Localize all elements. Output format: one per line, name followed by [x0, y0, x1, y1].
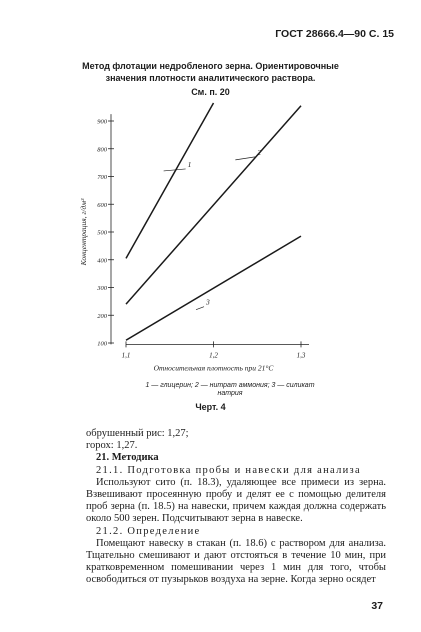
x-tick-label: 1,1 [121, 351, 131, 360]
y-tick-label: 900 [97, 118, 107, 126]
paragraph-preparation: Используют сито (п. 18.3), удаляющее все примеси из зерна. Взвешивают просеянную пробу и делят ее с помощью делителя проб зерна (п. 18.5) на навески, причем каждая должна содержать около 500 зерен. Подсчитывают зерна в навеске. [86, 476, 386, 525]
y-axis-label: Концентрация, г/дм³ [79, 198, 88, 266]
text-rice: обрушенный рис: 1,27; [86, 428, 189, 439]
y-tick-label: 300 [97, 285, 107, 292]
legend-line-1: 1 — глицерин; 2 — нитрат аммония; 3 — силикат [145, 382, 315, 389]
y-tick-label: 600 [97, 201, 107, 209]
y-tick-label: 200 [97, 312, 107, 320]
figure-legend [105, 382, 355, 398]
figure-caption: Черт. 4 [195, 402, 226, 412]
y-tick-label: 400 [97, 257, 107, 265]
series-line-1 [126, 103, 214, 258]
y-tick-label: 800 [97, 146, 107, 154]
x-tick-label: 1,2 [209, 351, 218, 360]
page-number: 37 [371, 600, 383, 612]
figure-title-line-2: значения плотности аналитического раствора. [105, 73, 316, 83]
x-tick-label: 1,3 [296, 351, 306, 360]
series-label: 3 [206, 297, 210, 307]
paragraph-determination: Помещают навеску в стакан (п. 18.6) с раствором для анализа. Тщательно смешивают и дают отстояться в течение 10 мин, при кратковременном помешивании через 1 мин для того, чтобы освободиться от пузырьков воздуха на зерне. Когда зерно осядет [86, 537, 386, 586]
subsection-heading-determination: 21.2. Определение [96, 525, 201, 537]
series-line-3 [126, 236, 301, 340]
series-label: 2 [257, 147, 262, 157]
text-peas: горох: 1,27. [86, 440, 138, 452]
figure-title-line-1: Метод флотации недробленого зерна. Ориентировочные [82, 61, 339, 71]
legend-line-2: натрия [217, 390, 243, 397]
series-label: 1 [187, 159, 192, 169]
y-tick-label: 500 [97, 229, 107, 237]
y-tick-label: 700 [97, 174, 107, 181]
figure-reference: См. п. 20 [191, 87, 230, 97]
series-leader-line [196, 307, 204, 310]
series-lines [126, 103, 301, 340]
page-header: ГОСТ 28666.4—90 С. 15 [275, 28, 394, 40]
body-text [86, 428, 386, 587]
series-leader-line [235, 157, 255, 160]
subsection-heading-preparation: 21.1. Подготовка пробы и навески для анализа [96, 464, 361, 476]
series-line-2 [126, 106, 301, 304]
y-tick-label: 100 [97, 340, 107, 348]
x-axis-label: Относительная плотность при 21°С [153, 363, 274, 373]
section-heading-method: 21. Методика [96, 452, 159, 464]
